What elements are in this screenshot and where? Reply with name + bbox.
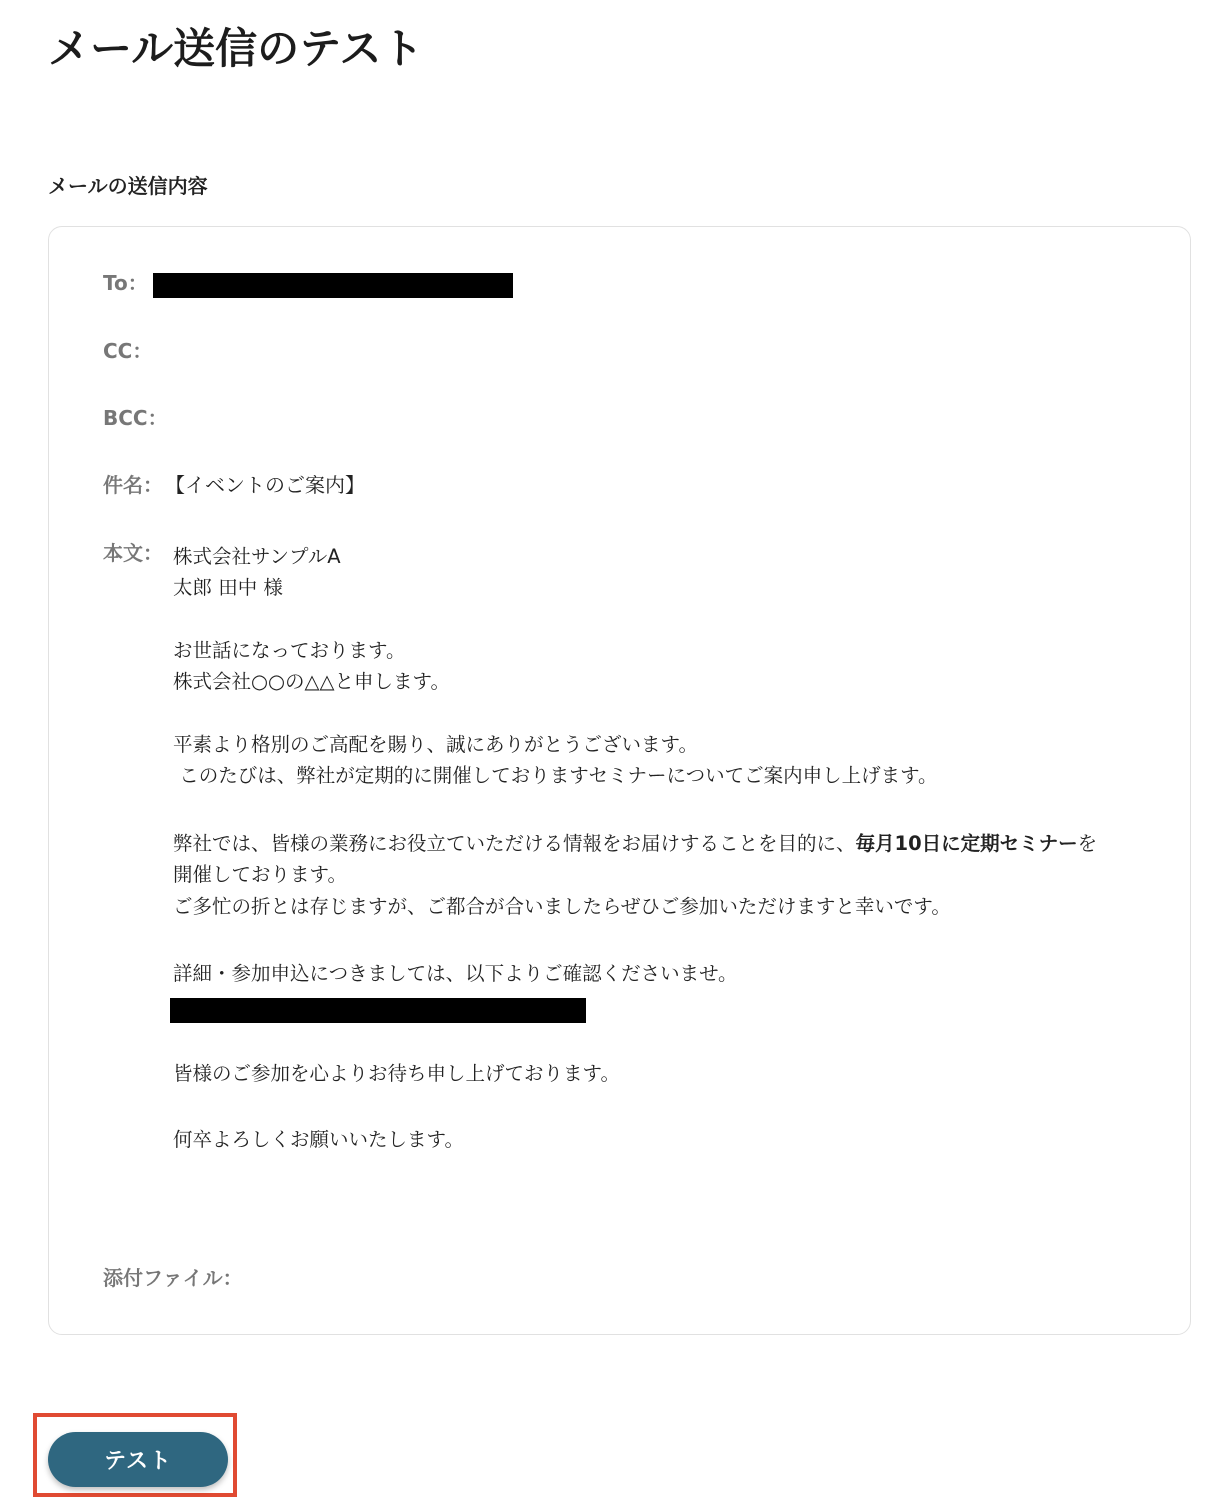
to-redacted-value	[153, 273, 513, 298]
subject-label: 件名：	[103, 473, 163, 497]
link-redacted	[170, 998, 586, 1023]
test-button[interactable]: テスト	[48, 1432, 228, 1487]
attachment-label: 添付ファイル：	[103, 1266, 243, 1290]
bcc-label: BCC：	[103, 406, 168, 430]
body-label: 本文：	[103, 541, 163, 565]
body-text-segment: 弊社では、皆様の業務にお役立ていただける情報をお届けすることを目的に、	[173, 832, 856, 855]
body-line: 株式会社サンプルA	[173, 545, 341, 568]
emphasis-text: 毎月10日に定期セミナー	[855, 832, 1078, 855]
body-line-with-emphasis	[173, 828, 1097, 859]
body-line: 太郎 田中 様	[173, 576, 283, 599]
body-line: ご多忙の折とは存じますが、ご都合が合いましたらぜひご参加いただけますと幸いです。	[173, 895, 951, 918]
body-line: 株式会社○○の△△と申します。	[173, 670, 450, 693]
body-line: 皆様のご参加を心よりお待ち申し上げております。	[173, 1062, 620, 1085]
section-title: メールの送信内容	[48, 174, 208, 198]
cc-label: CC：	[103, 339, 153, 363]
body-line: 平素より格別のご高配を賜り、誠にありがとうございます。	[173, 733, 698, 756]
body-line: 詳細・参加申込につきましては、以下よりご確認くださいませ。	[173, 962, 738, 985]
body-line: このたびは、弊社が定期的に開催しておりますセミナーについてご案内申し上げます。	[173, 764, 938, 787]
to-label: To：	[103, 271, 148, 295]
subject-value: 【イベントのご案内】	[165, 473, 365, 497]
body-line: 開催しております。	[173, 863, 347, 886]
body-line: お世話になっております。	[173, 639, 406, 662]
mail-preview-card	[48, 226, 1191, 1335]
page-title: メール送信のテスト	[48, 24, 424, 73]
body-text-segment: を	[1077, 832, 1098, 855]
body-line: 何卒よろしくお願いいたします。	[173, 1128, 464, 1151]
